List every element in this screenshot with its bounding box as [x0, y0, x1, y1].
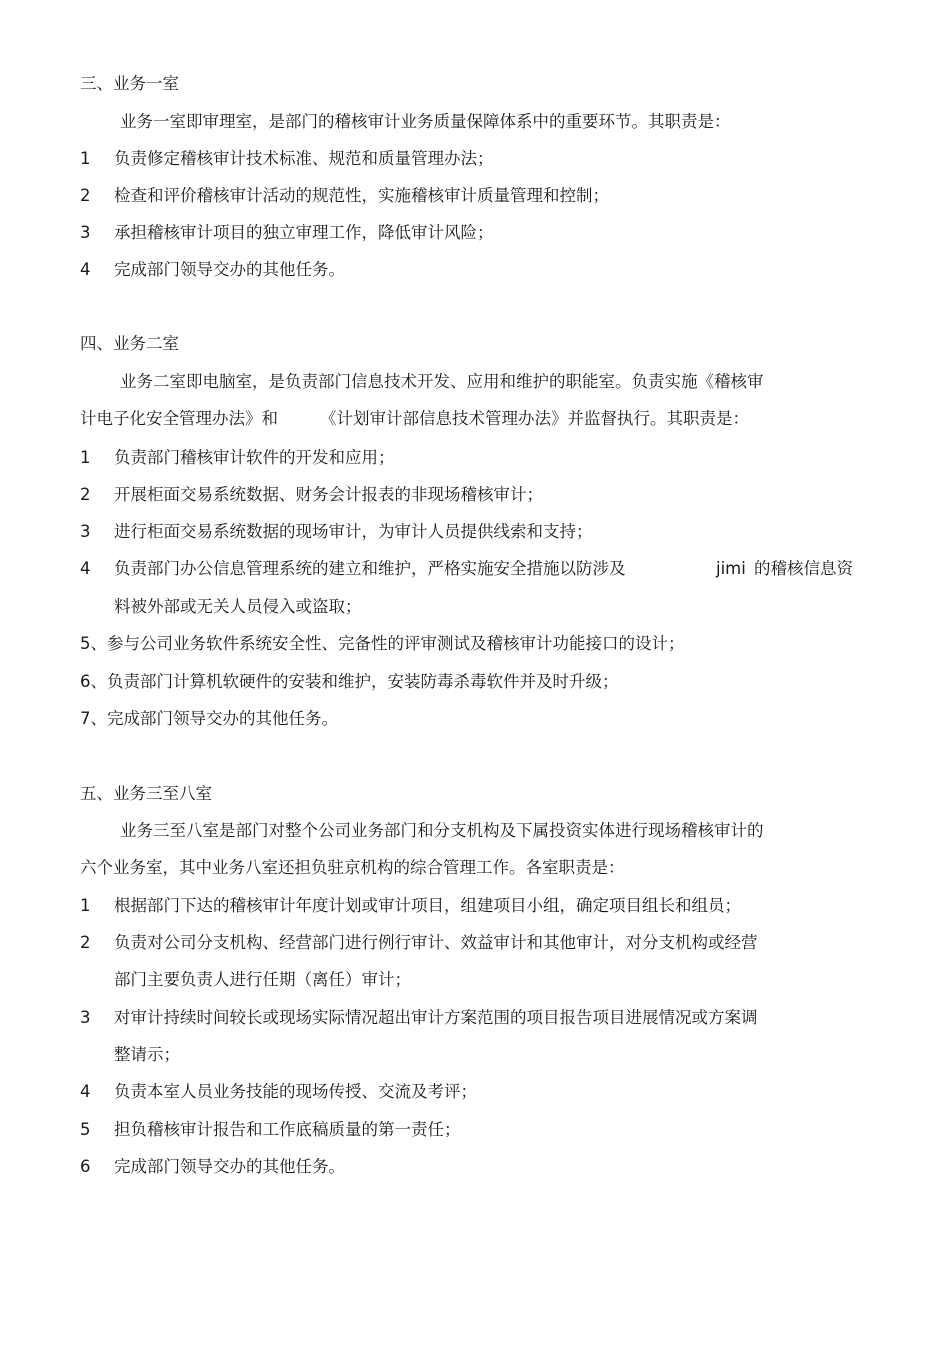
list-text: 负责对公司分支机构、经营部门进行例行审计、效益审计和其他审计，对分支机构或经营 — [114, 933, 758, 952]
list-text: 负责部门办公信息管理系统的建立和维护，严格实施安全措施以防涉及 — [114, 559, 626, 578]
intro-text-a: 计电子化安全管理办法》和 — [80, 409, 278, 428]
list-item: 5、参与公司业务软件系统安全性、完备性的评审测试及稽核审计功能接口的设计； — [80, 634, 685, 653]
list-number: 6 — [80, 1157, 91, 1176]
list-text: 完成部门领导交办的其他任务。 — [114, 1157, 345, 1176]
list-item: 6、负责部门计算机软硬件的安装和维护，安装防毒杀毒软件并及时升级； — [80, 672, 619, 691]
list-number: 2 — [80, 485, 91, 504]
list-number: 1 — [80, 448, 91, 467]
list-text-tail: 的稽核信息资 — [754, 559, 853, 578]
list-number: 3 — [80, 1008, 91, 1027]
list-number: 4 — [80, 260, 91, 279]
intro-text-b: 《计划审计部信息技术管理办法》并监督执行。其职责是： — [320, 409, 749, 428]
section-intro-4-line1: 业务二室即电脑室，是负责部门信息技术开发、应用和维护的职能室。负责实施《稽核审 — [120, 372, 764, 391]
list-text: 根据部门下达的稽核审计年度计划或审计项目，组建项目小组，确定项目组长和组员； — [114, 896, 741, 915]
list-text: 开展柜面交易系统数据、财务会计报表的非现场稽核审计； — [114, 485, 543, 504]
list-text: 负责修定稽核审计技术标准、规范和质量管理办法； — [114, 149, 494, 168]
list-item-continuation: 料被外部或无关人员侵入或盗取； — [114, 597, 362, 616]
list-text: 检查和评价稽核审计活动的规范性，实施稽核审计质量管理和控制； — [114, 186, 609, 205]
section-heading-3: 三、业务一室 — [80, 74, 179, 93]
list-number: 2 — [80, 933, 91, 952]
list-number: 4 — [80, 559, 91, 578]
section-heading-4: 四、业务二室 — [80, 334, 179, 353]
list-number: 5 — [80, 1120, 91, 1139]
section-intro-3: 业务一室即审理室，是部门的稽核审计业务质量保障体系中的重要环节。其职责是： — [120, 112, 731, 131]
list-text: 承担稽核审计项目的独立审理工作，降低审计风险； — [114, 223, 494, 242]
section-intro-5-line2: 六个业务室，其中业务八室还担负驻京机构的综合管理工作。各室职责是： — [80, 858, 625, 877]
list-text: 进行柜面交易系统数据的现场审计，为审计人员提供线索和支持； — [114, 522, 593, 541]
list-item-continuation: 部门主要负责人进行任期（离任）审计； — [114, 970, 411, 989]
list-text-jimi: jimi — [716, 559, 746, 578]
list-number: 4 — [80, 1082, 91, 1101]
list-text: 负责本室人员业务技能的现场传授、交流及考评； — [114, 1082, 477, 1101]
list-item: 7、完成部门领导交办的其他任务。 — [80, 709, 338, 728]
section-intro-5-line1: 业务三至八室是部门对整个公司业务部门和分支机构及下属投资实体进行现场稽核审计的 — [120, 821, 764, 840]
list-text: 负责部门稽核审计软件的开发和应用； — [114, 448, 395, 467]
list-number: 3 — [80, 223, 91, 242]
section-heading-5: 五、业务三至八室 — [80, 784, 212, 803]
list-text: 完成部门领导交办的其他任务。 — [114, 260, 345, 279]
list-text: 对审计持续时间较长或现场实际情况超出审计方案范围的项目报告项目进展情况或方案调 — [114, 1008, 758, 1027]
list-number: 3 — [80, 522, 91, 541]
list-text: 担负稽核审计报告和工作底稿质量的第一责任； — [114, 1120, 461, 1139]
list-item-continuation: 整请示； — [114, 1045, 180, 1064]
list-number: 1 — [80, 896, 91, 915]
list-number: 2 — [80, 186, 91, 205]
list-number: 1 — [80, 149, 91, 168]
